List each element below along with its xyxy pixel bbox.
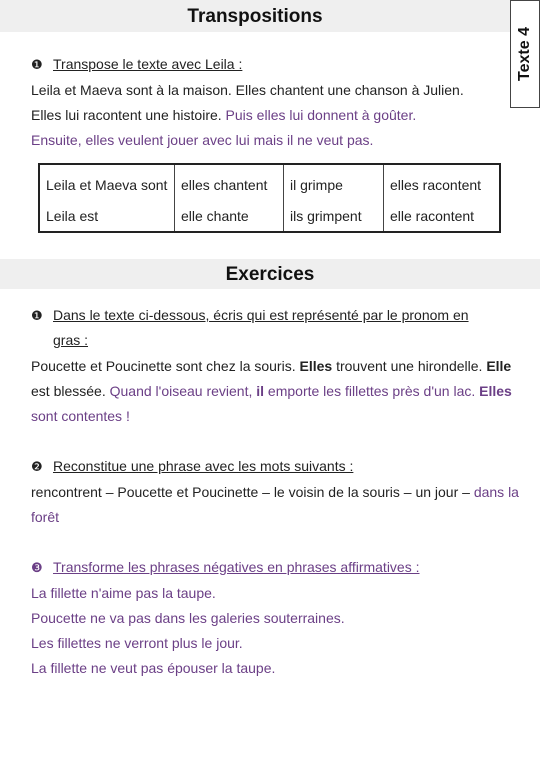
page-header [0,0,510,32]
ex1-line1 [31,357,511,375]
number-three-icon: ❸ [31,560,43,575]
table-cell: Leila et Maeva sont [46,176,168,193]
section1-line3: Ensuite, elles veulent jouer avec lui mais il ne veut pas. [31,132,374,148]
table-row [39,200,500,232]
table-row [39,164,500,200]
ex3-line: Les fillettes ne verront plus le jour. [31,635,243,651]
exercises-title: Exercices [225,264,315,285]
section1-heading [31,56,242,73]
section1-heading-text: Transpose le texte avec Leila : [53,56,243,72]
ex1-line2 [31,382,512,400]
number-one-icon: ❶ [31,308,43,323]
exercises-header [0,259,540,289]
ex1-heading-line1: Dans le texte ci-dessous, écris qui est représenté par le pronom en [53,307,469,323]
side-tab [510,0,540,108]
ex1-text: Poucette et Poucinette sont chez la souris. [31,358,300,374]
section1-line2-part2: Puis elles lui donnent à goûter. [221,107,417,123]
ex2-line2: forêt [31,509,60,525]
number-one-icon: ❶ [31,57,43,72]
ex1-pronoun: il [256,383,265,399]
ex2-heading [31,458,353,475]
ex1-text: trouvent une hirondelle. [332,358,487,374]
table-cell: ils grimpent [284,200,384,232]
ex3-heading-text: Transforme les phrases négatives en phrases affirmatives : [53,559,420,575]
ex2-text-purple: dans la [473,484,519,500]
ex2-text: rencontrent – Poucette et Poucinette – le voisin de la souris – un jour – [31,484,474,500]
ex2-heading-text: Reconstitue une phrase avec les mots suivants : [53,458,354,474]
section1-line1: Leila et Maeva sont à la maison. Elles chantent une chanson à Julien. [31,82,464,98]
table-cell: elle chante [175,200,284,232]
ex1-heading-line2: gras : [53,332,89,348]
section1-line2-part1: Elles lui racontent une histoire. [31,107,222,123]
ex1-pronoun: Elles [299,358,333,374]
number-two-icon: ❷ [31,459,43,474]
ex2-line1 [31,483,519,501]
ex1-pronoun: Elles [479,383,512,399]
ex1-pronoun: Elle [486,358,512,374]
ex1-line3: sont contentes ! [31,408,130,424]
ex3-line: Poucette ne va pas dans les galeries souterraines. [31,610,345,626]
table-cell: Leila est [46,207,99,224]
ex1-text-purple: Quand l'oiseau revient, [109,383,257,399]
table-cell: elles racontent [384,164,501,200]
table-cell: elle racontent [384,200,501,232]
side-tab-label: Texte 4 [516,27,533,81]
ex1-text: est blessée. [31,383,110,399]
ex3-line: La fillette n'aime pas la taupe. [31,585,216,601]
section1-line2 [31,106,416,124]
table-cell: elles chantent [175,164,284,200]
table-cell: il grimpe [284,164,384,200]
ex3-line: La fillette ne veut pas épouser la taupe. [31,660,276,676]
ex3-heading [31,559,420,576]
ex1-text-purple: emporte les fillettes près d'un lac. [264,383,480,399]
page-title: Transpositions [187,6,323,27]
conjugation-table [38,163,501,233]
ex1-heading [31,307,469,324]
